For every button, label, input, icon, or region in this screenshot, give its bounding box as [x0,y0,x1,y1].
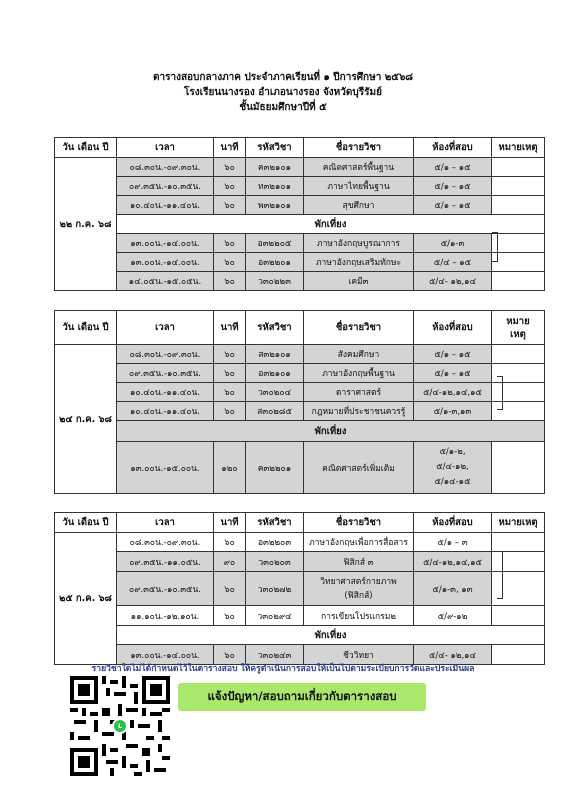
col-code: รหัสวิชา [246,513,304,533]
table-row [55,442,545,494]
exam-code: ส๓๒๑๐๑ [246,345,304,364]
exam-room: ๕/๔-๑๒,๑๔,๑๕ [414,383,492,402]
table-row [55,533,545,552]
table-row [55,364,545,383]
exam-minutes: ๖๐ [214,606,246,626]
exam-room [414,442,492,494]
exam-time: ๐๙.๓๕น.-๑๐.๓๕น. [117,364,214,383]
qr-code[interactable] [70,676,170,776]
exam-time: ๑๑.๑๐น.-๑๒.๑๐น. [117,606,214,626]
table-row [55,345,545,364]
table-row [55,158,545,177]
exam-minutes: ๖๐ [214,533,246,552]
lunch-row [55,215,545,234]
exam-note [492,442,545,494]
exam-date: ๒๕ ก.ค. ๖๘ [55,533,117,665]
table-row [55,383,545,402]
exam-time: ๐๙.๓๕น.-๑๐.๓๕น. [117,177,214,196]
col-note: หมายเหตุ [492,138,545,158]
exam-time: ๐๙.๓๕น.-๑๑.๐๕น. [117,552,214,572]
col-room: ห้องที่สอบ [414,513,492,533]
table-row [55,177,545,196]
exam-code: อ๓๒๑๐๑ [246,364,304,383]
col-day: วัน เดือน ปี [55,138,117,158]
exam-subject: ภาษาไทยพื้นฐาน [304,177,414,196]
col-day: วัน เดือน ปี [55,311,117,345]
col-code: รหัสวิชา [246,311,304,345]
col-room: ห้องที่สอบ [414,138,492,158]
exam-subject: ภาษาอังกฤษเสริมทักษะ [304,253,414,272]
table-header-row [55,138,545,158]
exam-minutes: ๖๐ [214,234,246,253]
exam-code: อ๓๒๒๐๕ [246,234,304,253]
exam-minutes: ๖๐ [214,383,246,402]
col-minutes: นาที [214,311,246,345]
table-row [55,196,545,215]
col-note: หมายเหตุ [492,513,545,533]
exam-code: อ๓๒๒๐๓ [246,533,304,552]
exam-time: ๑๓.๐๐น.-๑๕.๐๐น. [117,442,214,494]
exam-subject-line: (ฟิสิกส์) [344,590,373,601]
header-grade: ชั้นมัธยมศึกษาปีที่ ๕ [239,102,327,113]
exam-minutes: ๖๐ [214,272,246,291]
lunch-label: พักเที่ยง [117,421,545,442]
exam-time: ๐๘.๓๐น.-๐๙.๓๐น. [117,345,214,364]
exam-code: ว๓๐๒๐๔ [246,383,304,402]
exam-room: ๕/๑ – ๑๕ [414,158,492,177]
col-note-line1: หมาย [506,315,530,327]
exam-code: ว๓๐๒๙๔ [246,606,304,626]
exam-table-2 [54,310,545,494]
exam-subject: ภาษาอังกฤษเพื่อการสื่อสาร [304,533,414,552]
exam-room: ๕/๙-๑๒ [414,606,492,626]
exam-minutes: ๖๐ [214,572,246,606]
col-time: เวลา [117,138,214,158]
exam-code: ว๓๐๒๔๓ [246,645,304,665]
table-row [55,552,545,572]
lunch-row [55,626,545,645]
exam-minutes: ๖๐ [214,177,246,196]
exam-note [492,272,545,291]
exam-note [492,234,545,253]
exam-time: ๑๓.๐๐น.-๑๔.๐๐น. [117,645,214,665]
exam-subject: กฎหมายที่ประชาชนควรรู้ [304,402,414,421]
exam-time: ๐๙.๓๕น.-๑๐.๓๕น. [117,572,214,606]
header-title: ตารางสอบกลางภาค ประจำภาคเรียนที่ ๑ ปีการศึกษา ๒๕๖๘ [152,72,414,83]
col-name: ชื่อรายวิชา [304,138,414,158]
exam-room: ๕/๔- ๑๒,๑๔ [414,272,492,291]
group-brace [492,232,498,262]
exam-subject: ฟิสิกส์ ๓ [304,552,414,572]
col-minutes: นาที [214,138,246,158]
report-problem-button[interactable]: แจ้งปัญหา/สอบถามเกี่ยวกับตารางสอบ [178,683,426,711]
exam-room: ๕/๑-๓,๑๓ [414,402,492,421]
exam-room: ๕/๔-๑๒,๑๔,๑๕ [414,552,492,572]
col-day: วัน เดือน ปี [55,513,117,533]
exam-room-line: ๕/๑-๒, [439,447,466,457]
exam-table-1 [54,137,545,291]
exam-minutes: ๑๒๐ [214,442,246,494]
exam-subject: คณิตศาสตร์เพิ่มเติม [304,442,414,494]
group-brace [497,376,503,410]
exam-room: ๕/๑-๓ [414,234,492,253]
table-row [55,253,545,272]
exam-minutes: ๖๐ [214,345,246,364]
exam-minutes: ๖๐ [214,158,246,177]
exam-note [492,533,545,552]
exam-room: ๕/๑ – ๑๕ [414,345,492,364]
exam-code: ว๓๐๒๗๒ [246,572,304,606]
table-row [55,234,545,253]
exam-subject: ชีววิทยา [304,645,414,665]
exam-room-line: ๕/๔-๑๒, [436,462,469,472]
exam-code: ค๓๒๒๐๑ [246,442,304,494]
table-row [55,572,545,606]
exam-room: ๕/๔ – ๑๕ [414,253,492,272]
exam-time: ๐๘.๓๐น.-๐๙.๓๐น. [117,533,214,552]
exam-time: ๑๓.๐๐น.-๑๔.๐๐น. [117,253,214,272]
exam-minutes: ๖๐ [214,364,246,383]
exam-subject: เคมี๓ [304,272,414,291]
exam-subject: คณิตศาสตร์พื้นฐาน [304,158,414,177]
exam-note [492,345,545,364]
exam-time: ๑๐.๔๐น.-๑๑.๔๐น. [117,402,214,421]
col-name: ชื่อรายวิชา [304,513,414,533]
footer-note: รายวิชาใดไม่ได้กำหนดไว้ในตารางสอบ ให้ครูดำเนินการสอบให้เป็นไปตามระเบียบการวัดและประเมินผล [91,664,475,674]
exam-subject: การเขียนโปรแกรม๒ [304,606,414,626]
exam-subject: สังคมศึกษา [304,345,414,364]
exam-room: ๕/๑ – ๑๕ [414,177,492,196]
exam-code: ว๓๐๒๐๓ [246,552,304,572]
exam-code: ว๓๐๒๒๓ [246,272,304,291]
exam-time: ๑๔.๐๕น.-๑๕.๐๕น. [117,272,214,291]
exam-subject: ภาษาอังกฤษพื้นฐาน [304,364,414,383]
exam-room: ๕/๑-๓, ๑๓ [414,572,492,606]
exam-table-3 [54,512,545,665]
group-brace [497,551,503,599]
exam-room: ๕/๔- ๑๒,๑๔ [414,645,492,665]
exam-time: ๑๐.๔๐น.-๑๑.๔๐น. [117,383,214,402]
exam-room-line: ๕/๑๔-๑๕ [434,477,471,487]
exam-room: ๕/๑ – ๑๕ [414,196,492,215]
exam-subject: สุขศึกษา [304,196,414,215]
exam-note [492,158,545,177]
exam-code: ค๓๒๑๐๑ [246,158,304,177]
exam-subject-line: วิทยาศาสตร์กายภาพ [320,576,397,587]
exam-note [492,177,545,196]
col-name: ชื่อรายวิชา [304,311,414,345]
exam-subject: ภาษาอังกฤษบูรณาการ [304,234,414,253]
exam-time: ๑๓.๐๐น.-๑๔.๐๐น. [117,234,214,253]
exam-note [492,253,545,272]
exam-minutes: ๖๐ [214,196,246,215]
exam-minutes: ๖๐ [214,253,246,272]
exam-note [492,606,545,626]
exam-code: พ๓๒๑๐๑ [246,196,304,215]
exam-minutes: ๖๐ [214,645,246,665]
col-time: เวลา [117,513,214,533]
lunch-row [55,421,545,442]
exam-subject: ดาราศาสตร์ [304,383,414,402]
exam-date: ๒๔ ก.ค. ๖๘ [55,345,117,494]
col-minutes: นาที [214,513,246,533]
col-room: ห้องที่สอบ [414,311,492,345]
col-time: เวลา [117,311,214,345]
line-app-icon: L [112,718,128,734]
col-note-line2: เหตุ [510,328,526,340]
table-row [55,272,545,291]
col-code: รหัสวิชา [246,138,304,158]
exam-subject [304,572,414,606]
exam-code: อ๓๒๒๐๑ [246,253,304,272]
exam-minutes: ๖๐ [214,402,246,421]
exam-minutes: ๙๐ [214,552,246,572]
table-header-row [55,311,545,345]
table-header-row [55,513,545,533]
lunch-label: พักเที่ยง [117,215,545,234]
page-header [0,70,566,115]
exam-date: ๒๒ ก.ค. ๖๘ [55,158,117,291]
exam-code: ส๓๐๒๘๕ [246,402,304,421]
lunch-label: พักเที่ยง [117,626,545,645]
exam-note [492,196,545,215]
table-row [55,606,545,626]
table-row [55,402,545,421]
col-note [492,311,545,345]
exam-time: ๐๘.๓๐น.-๐๙.๓๐น. [117,158,214,177]
exam-code: ท๓๒๑๐๑ [246,177,304,196]
exam-room: ๕/๑ – ๓ [414,533,492,552]
exam-room: ๕/๑ – ๑๕ [414,364,492,383]
exam-time: ๑๐.๔๐น.-๑๑.๔๐น. [117,196,214,215]
header-school: โรงเรียนนางรอง อำเภอนางรอง จังหวัดบุรีรัมย์ [184,87,382,98]
